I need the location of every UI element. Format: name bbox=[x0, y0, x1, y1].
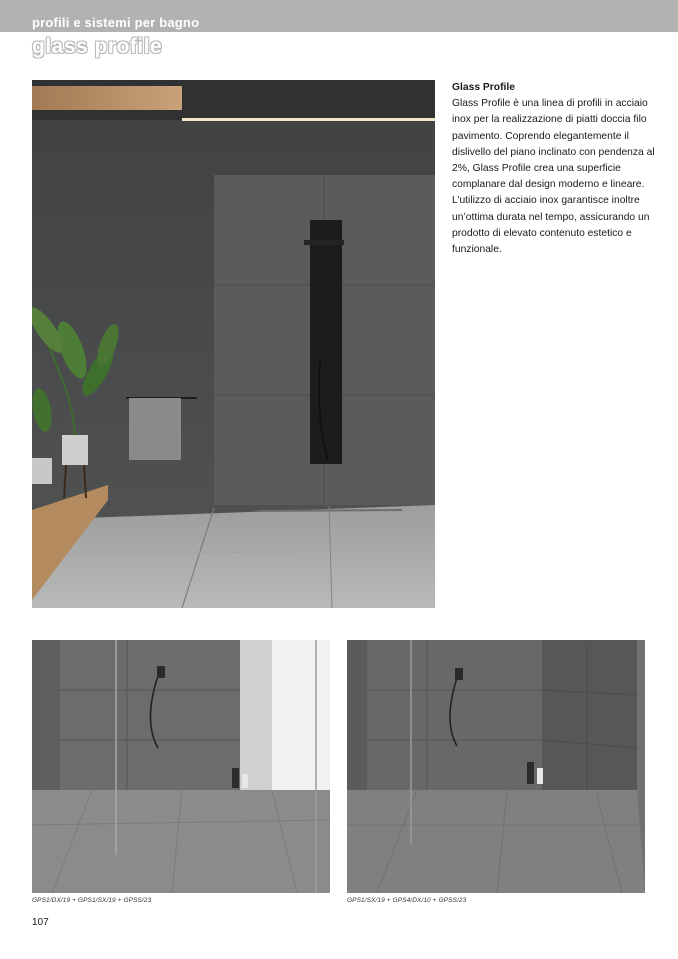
product-description bbox=[452, 80, 657, 258]
shower-photo-right bbox=[347, 640, 645, 893]
photo-caption-right: GPS1/SX/19 + GPS4/DX/10 + GPSS/23 bbox=[347, 897, 467, 904]
description-title: Glass Profile bbox=[452, 82, 515, 93]
shower-photo-left bbox=[32, 640, 330, 893]
section-title: glass profile bbox=[32, 35, 163, 58]
header-title: profili e sistemi per bagno bbox=[32, 15, 200, 30]
description-body: Glass Profile è una linea di profili in acciaio inox per la realizzazione di piatti doccia filo pavimento. Coprendo elegantemente il dislivello del piano inclinato con pendenza al 2%, Glass Profile crea una superficie complanare dal design moderno e lineare. L’utilizzo di acciaio inox garantisce inoltre un’ottima durata nel tempo, assicurando un prodotto di elevato contenuto estetico e funzionale. bbox=[452, 98, 655, 256]
page-number: 107 bbox=[32, 917, 49, 928]
photo-caption-left: GPS1/DX/19 + GPS1/SX/19 + GPSS/23 bbox=[32, 897, 152, 904]
main-bathroom-photo bbox=[32, 80, 435, 608]
